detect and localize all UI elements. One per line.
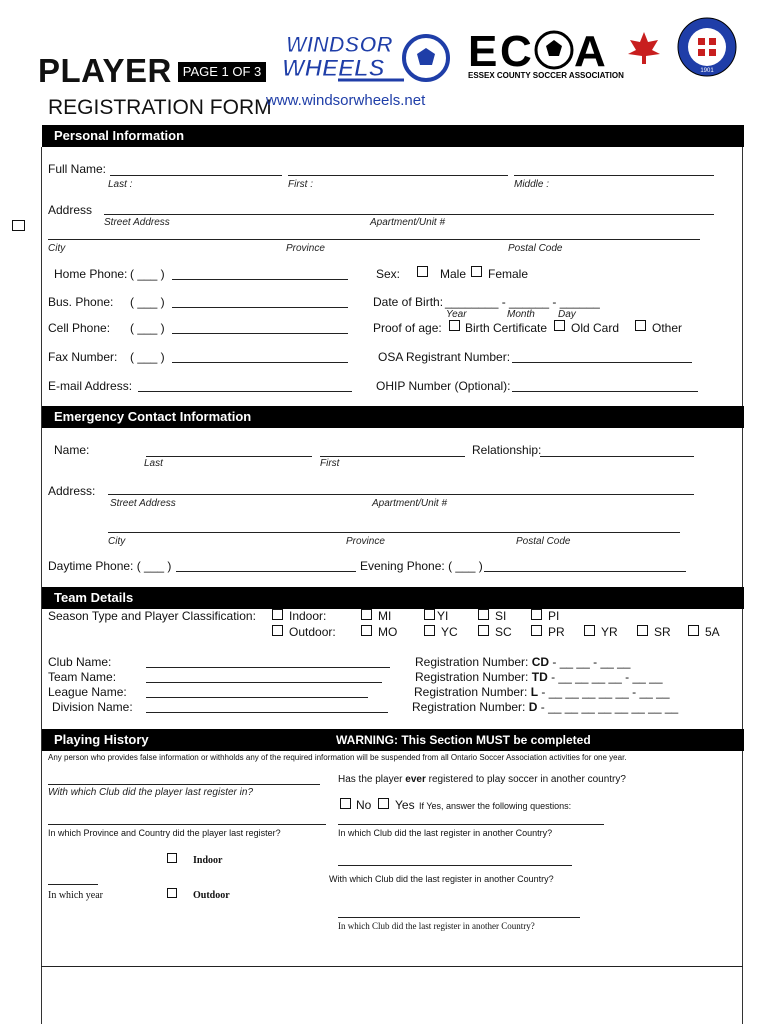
five-a-label: 5A bbox=[705, 625, 720, 639]
division-name-field[interactable] bbox=[146, 712, 388, 713]
dob-day-caption: Day bbox=[558, 309, 576, 320]
city-caption: City bbox=[48, 243, 66, 254]
club-name-label: Club Name: bbox=[48, 655, 112, 669]
reg-d-label: Registration Number: bbox=[412, 700, 526, 714]
em-first-field[interactable] bbox=[320, 456, 465, 457]
which-club-country-caption: With which Club did the last register in another Country? bbox=[329, 874, 554, 884]
section-personal-info: Personal Information bbox=[42, 125, 744, 147]
em-name-label: Name: bbox=[54, 443, 90, 457]
windsor-wheels-logo bbox=[278, 28, 458, 88]
full-name-label: Full Name: bbox=[48, 162, 107, 176]
dob-label: Date of Birth: bbox=[373, 295, 444, 309]
dob-month-caption: Month bbox=[507, 309, 535, 320]
league-name-field[interactable] bbox=[146, 697, 368, 698]
yc-label: YC bbox=[441, 625, 458, 639]
season-label: Season Type and Player Classification: bbox=[48, 609, 256, 623]
section-emergency-contact: Emergency Contact Information bbox=[42, 406, 744, 428]
em-city-caption: City bbox=[108, 536, 126, 547]
reg-cd-row[interactable] bbox=[415, 655, 630, 669]
other-checkbox[interactable] bbox=[635, 320, 646, 331]
club-country-caption: In which Club did the last register in another Country? bbox=[338, 828, 553, 838]
apt-caption: Apartment/Unit # bbox=[370, 217, 446, 228]
last-name-caption: Last : bbox=[108, 179, 133, 190]
fax-field[interactable] bbox=[172, 362, 348, 363]
ohip-field[interactable] bbox=[512, 391, 698, 392]
female-label: Female bbox=[488, 267, 529, 281]
home-phone-label: Home Phone: bbox=[54, 267, 128, 281]
mo-checkbox[interactable] bbox=[361, 625, 372, 636]
daytime-phone-label: Daytime Phone: ( ___ ) bbox=[48, 559, 172, 573]
dob-year-caption: Year bbox=[446, 309, 467, 320]
city-field[interactable] bbox=[48, 239, 700, 240]
osa-reg-field[interactable] bbox=[512, 362, 692, 363]
ohip-label: OHIP Number (Optional): bbox=[376, 379, 511, 393]
sex-label: Sex: bbox=[376, 267, 401, 281]
margin-checkbox[interactable] bbox=[12, 220, 25, 231]
club-name-field[interactable] bbox=[146, 667, 390, 668]
form-title: PLAYER bbox=[38, 52, 172, 89]
five-a-checkbox[interactable] bbox=[688, 625, 699, 636]
yr-label: YR bbox=[601, 625, 618, 639]
em-apt-caption: Apartment/Unit # bbox=[372, 498, 448, 509]
cell-phone-label: Cell Phone: bbox=[48, 321, 111, 335]
province-country-caption: In which Province and Country did the player last register? bbox=[48, 828, 281, 838]
reg-cd-blanks: - __ __ - __ __ bbox=[552, 655, 631, 669]
team-name-field[interactable] bbox=[146, 682, 382, 683]
fax-area: ( ___ ) bbox=[130, 350, 165, 364]
which-club-country-field[interactable] bbox=[338, 865, 572, 866]
street-address-field[interactable] bbox=[104, 214, 714, 215]
male-label: Male bbox=[440, 267, 467, 281]
bus-phone-field[interactable] bbox=[172, 307, 348, 308]
ever-q-pre: Has the player bbox=[338, 774, 406, 785]
pi-checkbox[interactable] bbox=[531, 609, 542, 620]
outdoor-label: Outdoor: bbox=[289, 625, 336, 639]
reg-td-label: Registration Number: bbox=[415, 670, 529, 684]
history-warning: WARNING: This Section MUST be completed bbox=[336, 733, 591, 747]
em-first-caption: First bbox=[320, 458, 340, 469]
yi-checkbox[interactable] bbox=[424, 609, 435, 620]
sr-label: SR bbox=[654, 625, 671, 639]
osa-seal-logo bbox=[676, 16, 738, 78]
svg-text:E: E bbox=[468, 27, 498, 76]
province-caption: Province bbox=[286, 243, 325, 254]
mi-label: MI bbox=[378, 609, 392, 623]
em-address-label: Address: bbox=[48, 484, 96, 498]
hist-outdoor-label: Outdoor bbox=[193, 890, 230, 901]
history-bottom-rule bbox=[41, 966, 743, 967]
birth-cert-label: Birth Certificate bbox=[465, 321, 548, 335]
email-label: E-mail Address: bbox=[48, 379, 133, 393]
sr-checkbox[interactable] bbox=[637, 625, 648, 636]
hist-outdoor-checkbox[interactable] bbox=[167, 888, 177, 898]
si-label: SI bbox=[495, 609, 507, 623]
em-last-field[interactable] bbox=[146, 456, 312, 457]
reg-td-prefix: TD bbox=[531, 670, 548, 684]
ever-q-bold: ever bbox=[405, 774, 426, 785]
em-street-caption: Street Address bbox=[110, 498, 176, 509]
last-club-caption: With which Club did the player last register in? bbox=[48, 787, 254, 798]
email-field[interactable] bbox=[138, 391, 352, 392]
reg-l-prefix: L bbox=[530, 685, 539, 699]
page-indicator: PAGE 1 OF 3 bbox=[178, 62, 266, 82]
reg-d-prefix: D bbox=[528, 700, 538, 714]
svg-text:C: C bbox=[500, 27, 532, 76]
ever-q-post: registered to play soccer in another country? bbox=[425, 774, 626, 785]
team-name-label: Team Name: bbox=[48, 670, 117, 684]
history-title: Playing History bbox=[54, 732, 149, 747]
cell-phone-area: ( ___ ) bbox=[130, 321, 165, 335]
reg-l-row[interactable] bbox=[414, 685, 670, 699]
daytime-phone-field[interactable] bbox=[176, 571, 356, 572]
reg-td-row[interactable] bbox=[415, 670, 663, 684]
address-label: Address bbox=[48, 203, 93, 217]
section-team-details: Team Details bbox=[42, 587, 744, 609]
bus-phone-area: ( ___ ) bbox=[130, 295, 165, 309]
middle-name-caption: Middle : bbox=[514, 179, 550, 190]
in-club-country-caption: In which Club did the last register in another Country? bbox=[338, 921, 535, 931]
last-club-field[interactable] bbox=[48, 784, 320, 785]
old-card-checkbox[interactable] bbox=[554, 320, 565, 331]
svg-text:WHEELS: WHEELS bbox=[282, 55, 385, 82]
pi-label: PI bbox=[548, 609, 560, 623]
street-caption: Street Address bbox=[104, 217, 170, 228]
mo-label: MO bbox=[378, 625, 398, 639]
yes-note: If Yes, answer the following questions: bbox=[419, 801, 572, 811]
club-country-field[interactable] bbox=[338, 824, 604, 825]
ever-registered-question bbox=[338, 774, 626, 785]
em-street-field[interactable] bbox=[108, 494, 694, 495]
history-disclaimer: Any person who provides false information or withholds any of the required information will be suspended from all Ontario Soccer Association activities for one year. bbox=[48, 753, 627, 762]
middle-name-field[interactable] bbox=[514, 175, 714, 176]
yi-label: YI bbox=[437, 609, 449, 623]
relationship-field[interactable] bbox=[540, 456, 694, 457]
indoor-label: Indoor: bbox=[289, 609, 327, 623]
first-name-field[interactable] bbox=[288, 175, 508, 176]
last-name-field[interactable] bbox=[110, 175, 282, 176]
sc-label: SC bbox=[495, 625, 512, 639]
evening-phone-label: Evening Phone: ( ___ ) bbox=[360, 559, 483, 573]
svg-text:A: A bbox=[574, 27, 606, 76]
si-checkbox[interactable] bbox=[478, 609, 489, 620]
dob-field[interactable]: ________ - ______ - ______ bbox=[445, 295, 600, 309]
male-checkbox[interactable] bbox=[417, 266, 428, 277]
pr-label: PR bbox=[548, 625, 565, 639]
first-name-caption: First : bbox=[288, 179, 313, 190]
outdoor-checkbox[interactable] bbox=[272, 625, 283, 636]
reg-cd-prefix: CD bbox=[531, 655, 550, 669]
ecsa-logo bbox=[466, 24, 666, 82]
division-name-label: Division Name: bbox=[52, 700, 133, 714]
home-phone-area: ( ___ ) bbox=[130, 267, 165, 281]
reg-cd-label: Registration Number: bbox=[415, 655, 529, 669]
evening-phone-field[interactable] bbox=[484, 571, 686, 572]
which-year-field[interactable] bbox=[48, 884, 98, 885]
league-name-label: League Name: bbox=[48, 685, 127, 699]
em-last-caption: Last bbox=[144, 458, 163, 469]
no-label: No bbox=[356, 798, 372, 812]
cell-phone-field[interactable] bbox=[172, 333, 348, 334]
postal-caption: Postal Code bbox=[508, 243, 563, 254]
mi-checkbox[interactable] bbox=[361, 609, 372, 620]
svg-text:ESSEX COUNTY SOCCER ASSOCIATIO: ESSEX COUNTY SOCCER ASSOCIATION bbox=[468, 71, 624, 80]
osa-reg-label: OSA Registrant Number: bbox=[378, 350, 511, 364]
female-checkbox[interactable] bbox=[471, 266, 482, 277]
em-province-caption: Province bbox=[346, 536, 385, 547]
form-subtitle: REGISTRATION FORM bbox=[48, 96, 272, 119]
indoor-checkbox[interactable] bbox=[272, 609, 283, 620]
section-playing-history bbox=[42, 729, 744, 751]
other-label: Other bbox=[652, 321, 683, 335]
yes-label: Yes bbox=[395, 798, 415, 812]
bus-phone-label: Bus. Phone: bbox=[48, 295, 114, 309]
reg-l-label: Registration Number: bbox=[414, 685, 528, 699]
pr-checkbox[interactable] bbox=[531, 625, 542, 636]
reg-d-row[interactable] bbox=[412, 700, 678, 714]
em-postal-caption: Postal Code bbox=[516, 536, 571, 547]
svg-text:WINDSOR: WINDSOR bbox=[286, 32, 393, 57]
hist-indoor-checkbox[interactable] bbox=[167, 853, 177, 863]
relationship-label: Relationship: bbox=[472, 443, 542, 457]
website-link[interactable]: www.windsorwheels.net bbox=[266, 92, 426, 109]
home-phone-field[interactable] bbox=[172, 279, 348, 280]
reg-l-blanks: - __ __ __ __ __ - __ __ bbox=[541, 685, 670, 699]
in-club-country-field[interactable] bbox=[338, 917, 580, 918]
reg-td-blanks: - __ __ __ __ - __ __ bbox=[551, 670, 663, 684]
birth-cert-checkbox[interactable] bbox=[449, 320, 460, 331]
hist-indoor-label: Indoor bbox=[193, 855, 223, 866]
which-year-caption: In which year bbox=[48, 890, 103, 901]
proof-of-age-label: Proof of age: bbox=[373, 321, 442, 335]
reg-d-blanks: - __ __ __ __ __ __ __ __ bbox=[540, 700, 679, 714]
yes-checkbox[interactable] bbox=[378, 798, 389, 809]
yr-checkbox[interactable] bbox=[584, 625, 595, 636]
em-city-field[interactable] bbox=[108, 532, 680, 533]
yc-checkbox[interactable] bbox=[424, 625, 435, 636]
no-checkbox[interactable] bbox=[340, 798, 351, 809]
fax-label: Fax Number: bbox=[48, 350, 118, 364]
sc-checkbox[interactable] bbox=[478, 625, 489, 636]
province-country-field[interactable] bbox=[48, 824, 326, 825]
old-card-label: Old Card bbox=[571, 321, 620, 335]
svg-text:1901: 1901 bbox=[700, 68, 714, 74]
